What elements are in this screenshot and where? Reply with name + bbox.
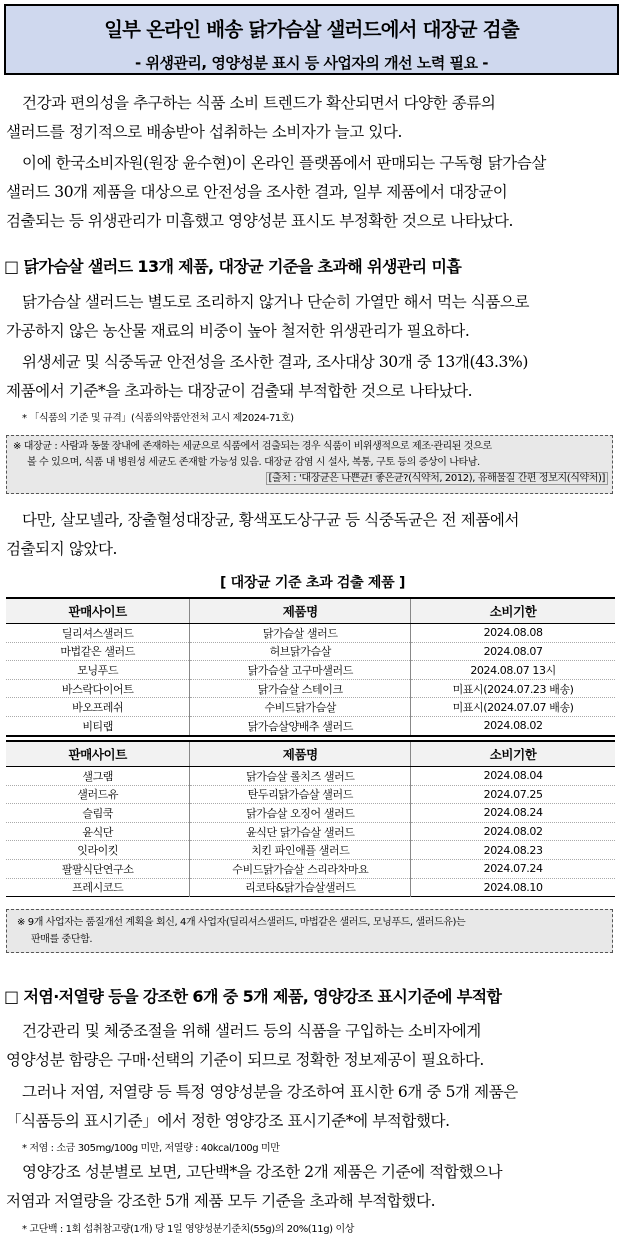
cell-expiry: 2024.08.24 bbox=[411, 804, 615, 823]
results-table-b bbox=[6, 740, 615, 897]
table-row bbox=[6, 661, 615, 680]
page-subtitle: - 위생관리, 영양성분 표시 등 사업자의 개선 노력 필요 - bbox=[135, 54, 488, 72]
cell-expiry: 미표시(2024.07.23 배송) bbox=[411, 679, 615, 698]
table-row bbox=[6, 841, 615, 860]
cell-expiry: 2024.08.08 bbox=[411, 624, 615, 643]
low-sodium-footnote: * 저염 : 소금 305mg/100g 미만, 저열량 : 40kcal/100g 미만 bbox=[22, 1143, 280, 1154]
table-row bbox=[6, 698, 615, 717]
text-line: 저염과 저열량을 강조한 5개 제품 모두 기준을 초과해 부적합했다. bbox=[6, 1192, 436, 1210]
cell-site: 팔팔식단연구소 bbox=[6, 859, 190, 878]
cell-product: 닭가슴살양배추 샐러드 bbox=[190, 716, 411, 735]
cell-site: 잇라이킷 bbox=[6, 841, 190, 860]
section1-heading: □ 닭가슴살 샐러드 13개 제품, 대장균 기준을 초과해 위생관리 미흡 bbox=[4, 257, 462, 276]
table-row bbox=[6, 785, 615, 804]
cell-product: 탄두리닭가슴살 샐러드 bbox=[190, 785, 411, 804]
cell-product: 닭가슴살 오징어 샐러드 bbox=[190, 804, 411, 823]
cell-site: 샐러드유 bbox=[6, 785, 190, 804]
regulation-footnote: * 「식품의 기준 및 규격」(식품의약품안전처 고시 제2024-71호) bbox=[22, 413, 294, 424]
cell-site: 바스락다이어트 bbox=[6, 679, 190, 698]
cell-expiry: 2024.08.07 13시 bbox=[411, 661, 615, 680]
section1-paragraph-2 bbox=[6, 348, 618, 406]
source-text: [출처 : '대장균은 나쁜균! 좋은균?(식약처, 2012), 유해물질 간편 정보지(식약처)] bbox=[266, 472, 609, 485]
results-table-a bbox=[6, 597, 615, 737]
cell-site: 윤식단 bbox=[6, 822, 190, 841]
table-row bbox=[6, 624, 615, 643]
cell-expiry: 2024.07.24 bbox=[411, 859, 615, 878]
cell-site: 샐그램 bbox=[82, 769, 114, 783]
header-product: 제품명 bbox=[190, 741, 411, 767]
definition-line: 볼 수 있으며, 식품 내 병원성 세균도 존재할 가능성 있음. 대장균 감염 시 설사, 복통, 구토 등의 증상이 나타남. bbox=[27, 457, 480, 468]
section2-paragraph-2 bbox=[6, 1078, 618, 1136]
definition-source bbox=[13, 471, 608, 487]
cell-expiry: 2024.08.23 bbox=[411, 841, 615, 860]
table-row bbox=[6, 767, 615, 786]
cell-expiry: 미표시(2024.07.07 배송) bbox=[411, 698, 615, 717]
cell-product: 수비드닭가슴살 스리라차마요 bbox=[190, 859, 411, 878]
text-line: 건강관리 및 체중조절을 위해 샐러드 등의 식품을 구입하는 소비자에게 bbox=[22, 1022, 481, 1040]
header-site: 판매사이트 bbox=[6, 741, 190, 767]
cell-product: 닭가슴살 샐러드 bbox=[190, 624, 411, 643]
cell-site: 모닝푸드 bbox=[6, 661, 190, 680]
cell-product: 수비드닭가슴살 bbox=[190, 698, 411, 717]
table-row bbox=[6, 859, 615, 878]
table-title: [ 대장균 기준 초과 검출 제품 ] bbox=[219, 575, 406, 591]
title-box bbox=[4, 4, 619, 75]
header-expiry: 소비기한 bbox=[411, 598, 615, 624]
text-line: 제품에서 기준*을 초과하는 대장균이 검출돼 부적합한 것으로 나타났다. bbox=[6, 382, 473, 400]
cell-product: 윤식단 닭가슴살 샐러드 bbox=[190, 822, 411, 841]
definition-line: ※ 대장균 : 사람과 동물 장내에 존재하는 세균으로 식품에서 검출되는 경우 식품이 비위생적으로 제조·관리된 것으로 bbox=[13, 441, 492, 452]
cell-site: 슬림쿡 bbox=[6, 804, 190, 823]
section1-paragraph-3 bbox=[6, 506, 618, 564]
section2-heading: □ 저염·저열량 등을 강조한 6개 중 5개 제품, 영양강조 표시기준에 부적합 bbox=[4, 987, 502, 1006]
text-line: 검출되는 등 위생관리가 미흡했고 영양성분 표시도 부정확한 것으로 나타났다. bbox=[6, 212, 514, 230]
section2-paragraph-1 bbox=[6, 1017, 618, 1075]
text-line: 영양강조 성분별로 보면, 고단백*을 강조한 2개 제품은 기준에 적합했으나 bbox=[22, 1163, 503, 1181]
table-header-row bbox=[6, 598, 615, 624]
cell-product: 닭가슴살 고구마샐러드 bbox=[190, 661, 411, 680]
cell-site: 프레시코드 bbox=[6, 878, 190, 897]
cell-product: 리코타&닭가슴살샐러드 bbox=[190, 878, 411, 897]
cell-expiry: 2024.07.25 bbox=[411, 785, 615, 804]
text-line: 영양성분 함량은 구매·선택의 기준이 되므로 정확한 정보제공이 필요하다. bbox=[6, 1051, 484, 1069]
text-line: 건강과 편의성을 추구하는 식품 소비 트렌드가 확산되면서 다양한 종류의 bbox=[22, 94, 496, 112]
page-title: 일부 온라인 배송 닭가슴살 샐러드에서 대장균 검출 bbox=[104, 18, 519, 41]
table-row bbox=[6, 804, 615, 823]
cell-product: 닭가슴살 롤치즈 샐러드 bbox=[190, 767, 411, 786]
text-line: 다만, 살모넬라, 장출혈성대장균, 황색포도상구균 등 식중독균은 전 제품에서 bbox=[22, 511, 520, 529]
section1-paragraph-1 bbox=[6, 288, 618, 346]
text-line: 이에 한국소비자원(원장 윤수현)이 온라인 플랫폼에서 판매되는 구독형 닭가슴살 bbox=[22, 154, 546, 172]
text-line: 닭가슴살 샐러드는 별도로 조리하지 않거나 단순히 가열만 해서 먹는 식품으로 bbox=[22, 293, 530, 311]
cell-expiry: 2024.08.02 bbox=[411, 822, 615, 841]
header-site: 판매사이트 bbox=[6, 598, 190, 624]
table-header-row bbox=[6, 741, 615, 767]
cell-expiry: 2024.08.04 bbox=[411, 767, 615, 786]
table-row bbox=[6, 878, 615, 897]
cell-product: 치킨 파인애플 샐러드 bbox=[190, 841, 411, 860]
cell-expiry: 2024.08.02 bbox=[411, 716, 615, 735]
table-footnote-box bbox=[6, 909, 613, 953]
cell-site: 비티랩 bbox=[6, 716, 190, 735]
header-product: 제품명 bbox=[190, 598, 411, 624]
table-row bbox=[6, 642, 615, 661]
cell-site: 마법같은 샐러드 bbox=[6, 642, 190, 661]
footnote-line: ※ 9개 사업자는 품질개선 계획을 회신, 4개 사업자(딜리셔스샐러드, 마법같은 샐러드, 모닝푸드, 샐러드유)는 bbox=[17, 917, 466, 928]
intro-paragraph-2 bbox=[6, 149, 618, 236]
table-row bbox=[6, 716, 615, 735]
cell-expiry: 2024.08.10 bbox=[411, 878, 615, 897]
cell-expiry: 2024.08.07 bbox=[411, 642, 615, 661]
footnote-line: 판매를 중단함. bbox=[31, 934, 93, 945]
intro-paragraph-1 bbox=[6, 89, 618, 147]
cell-product: 닭가슴살 스테이크 bbox=[190, 679, 411, 698]
header-expiry: 소비기한 bbox=[411, 741, 615, 767]
high-protein-footnote: * 고단백 : 1회 섭취참고량(1개) 당 1일 영양성분기준치(55g)의 20%(11g) 이상 bbox=[22, 1224, 354, 1235]
cell-product: 허브닭가슴살 bbox=[190, 642, 411, 661]
text-line: 그러나 저염, 저열량 등 특정 영양성분을 강조하여 표시한 6개 중 5개 제품은 bbox=[22, 1083, 518, 1101]
text-line: 샐러드 30개 제품을 대상으로 안전성을 조사한 결과, 일부 제품에서 대장균이 bbox=[6, 183, 508, 201]
table-row bbox=[6, 679, 615, 698]
text-line: 가공하지 않은 농산물 재료의 비중이 높아 철저한 위생관리가 필요하다. bbox=[6, 322, 470, 340]
section2-paragraph-3 bbox=[6, 1158, 618, 1216]
text-line: 「식품등의 표시기준」에서 정한 영양강조 표시기준*에 부적합했다. bbox=[6, 1112, 450, 1130]
text-line: 샐러드를 정기적으로 배송받아 섭취하는 소비자가 늘고 있다. bbox=[6, 123, 403, 141]
cell-site: 딜리셔스샐러드 bbox=[61, 626, 134, 640]
text-line: 위생세균 및 식중독균 안전성을 조사한 결과, 조사대상 30개 중 13개(43.3%) bbox=[22, 353, 528, 371]
table-row bbox=[6, 822, 615, 841]
cell-site: 바오프레쉬 bbox=[6, 698, 190, 717]
text-line: 검출되지 않았다. bbox=[6, 540, 118, 558]
ecoli-definition-box bbox=[6, 435, 613, 494]
